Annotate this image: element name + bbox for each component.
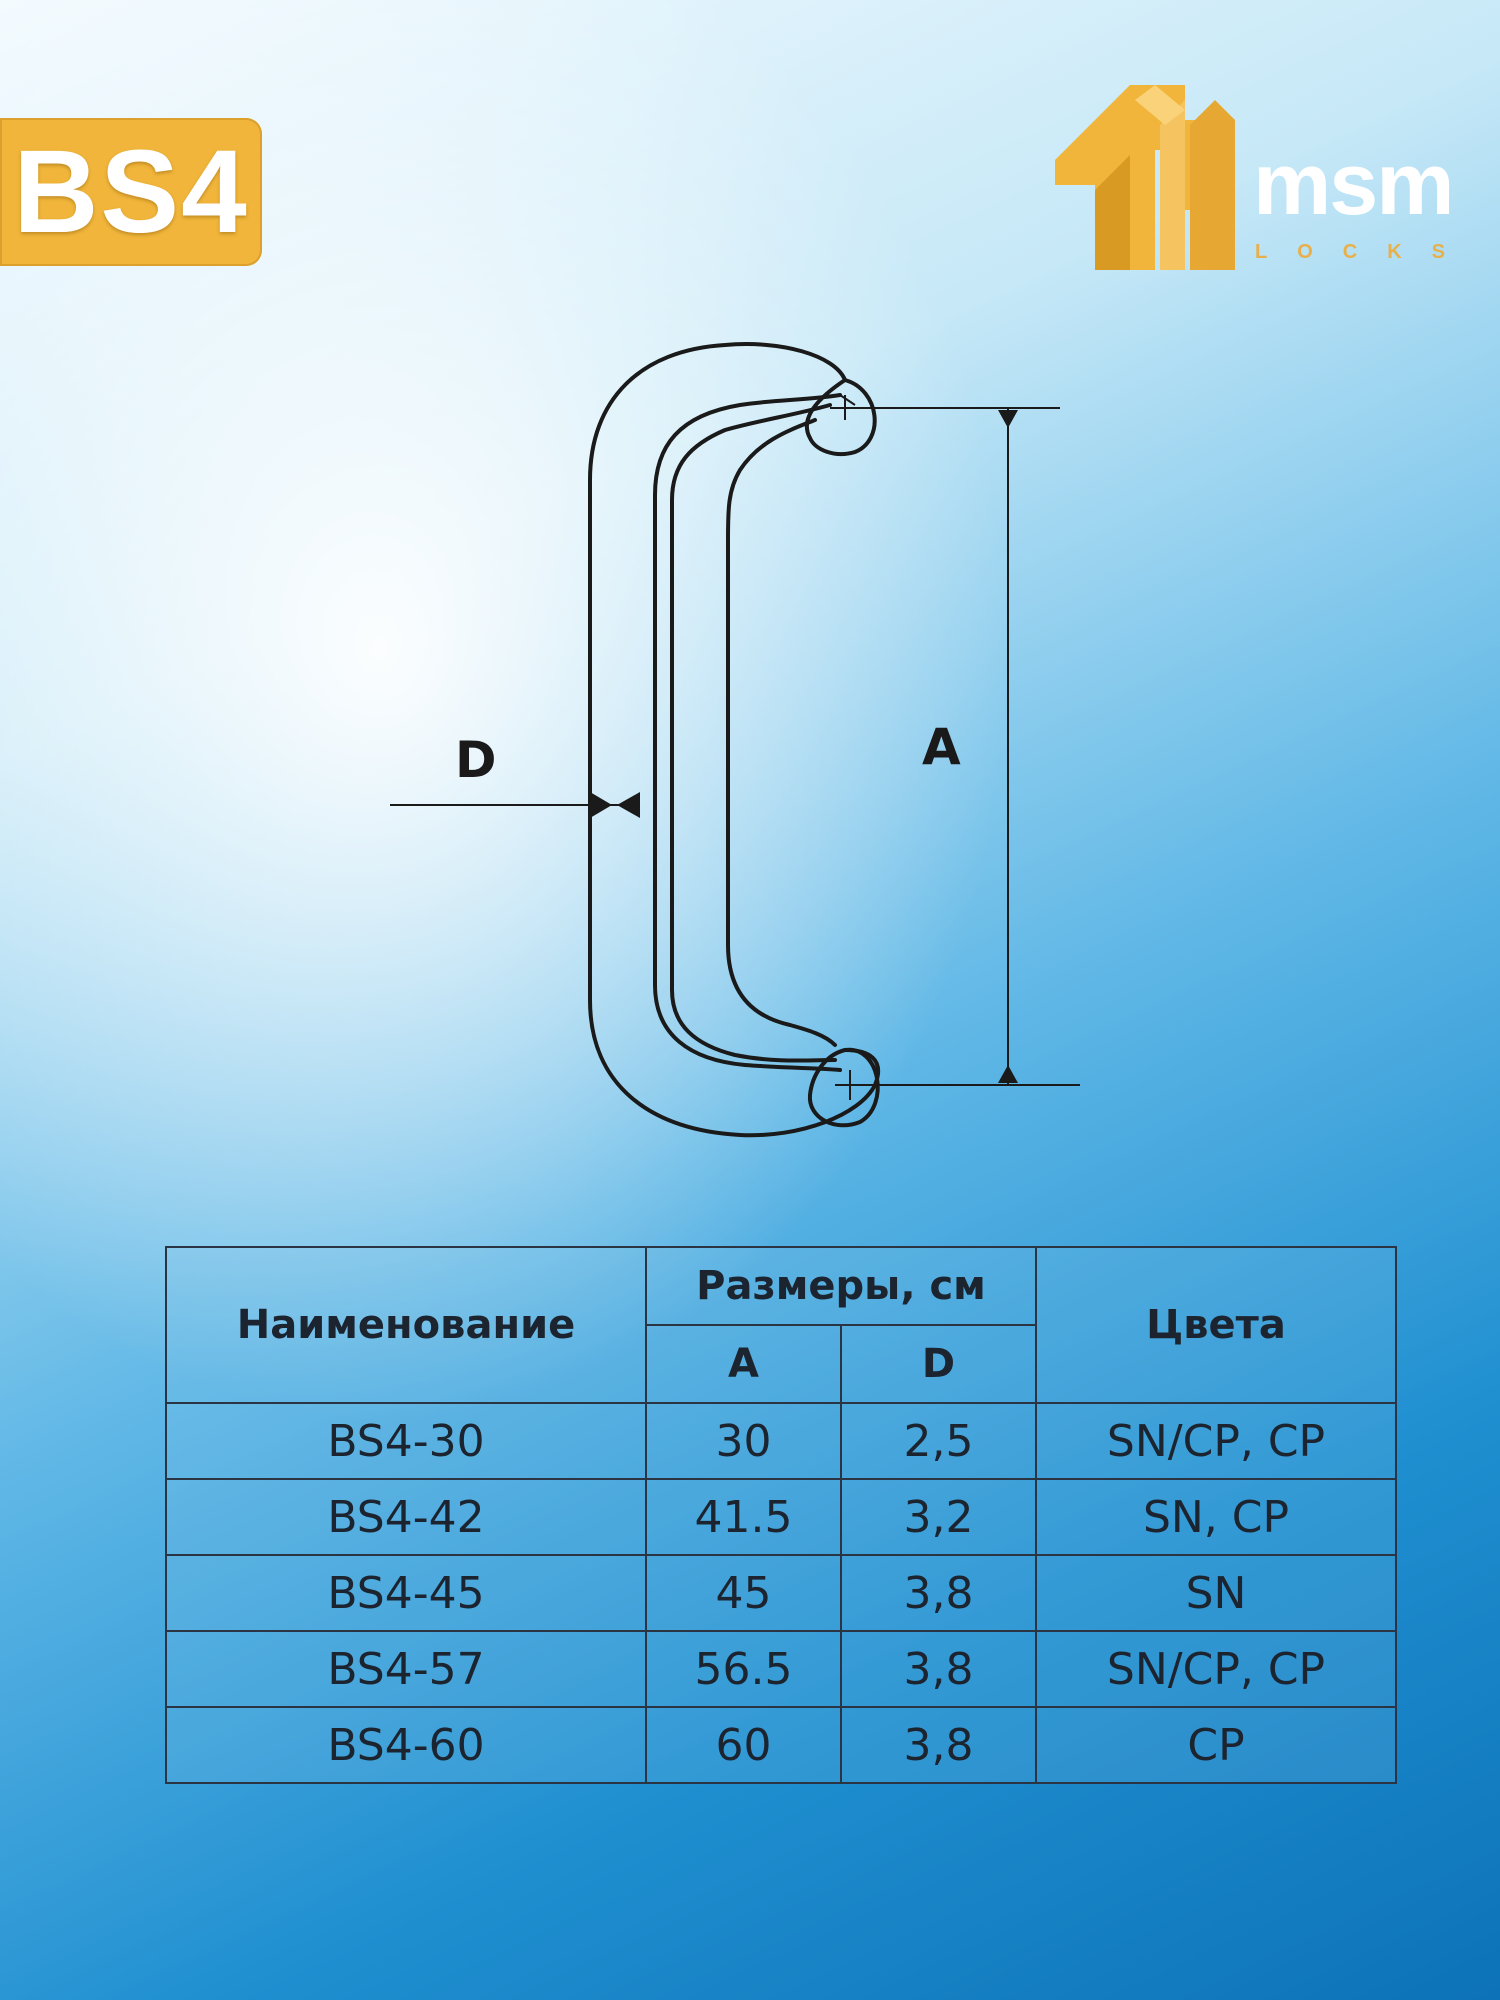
handle-inner-outline-2: [672, 405, 835, 1061]
dim-label-a: A: [922, 718, 961, 776]
table-row: [166, 1707, 1396, 1783]
cell-name: BS4-45: [166, 1555, 646, 1631]
cell-colors: SN/CP, CP: [1036, 1403, 1396, 1479]
dim-d-left-arrow: [590, 792, 612, 818]
cell-name: BS4-57: [166, 1631, 646, 1707]
cell-a: 45: [646, 1555, 841, 1631]
brand-name: msm: [1253, 134, 1453, 233]
table-row: [166, 1479, 1396, 1555]
header-colors: Цвета: [1036, 1247, 1396, 1403]
cell-name: BS4-60: [166, 1707, 646, 1783]
spec-table: [165, 1246, 1397, 1784]
cell-name: BS4-42: [166, 1479, 646, 1555]
cell-colors: SN: [1036, 1555, 1396, 1631]
cell-d: 3,8: [841, 1555, 1036, 1631]
cell-a: 41.5: [646, 1479, 841, 1555]
dim-d-right-arrow: [617, 792, 640, 818]
table-row: [166, 1555, 1396, 1631]
handle-inner-outline-1: [655, 395, 840, 1070]
cell-a: 60: [646, 1707, 841, 1783]
model-badge-text: BS4: [13, 126, 249, 258]
header-name: Наименование: [166, 1247, 646, 1403]
cell-d: 3,8: [841, 1707, 1036, 1783]
dim-a-top-arrow: [998, 410, 1018, 428]
handle-outer-outline: [590, 344, 878, 1135]
table-row: [166, 1631, 1396, 1707]
cell-a: 30: [646, 1403, 841, 1479]
header-dimensions: Размеры, см: [646, 1247, 1036, 1325]
cell-d: 2,5: [841, 1403, 1036, 1479]
cell-colors: CP: [1036, 1707, 1396, 1783]
cell-d: 3,8: [841, 1631, 1036, 1707]
table-row: [166, 1403, 1396, 1479]
top-end-cap: [807, 380, 875, 454]
dim-a-bottom-arrow: [998, 1065, 1018, 1083]
cell-colors: SN/CP, CP: [1036, 1631, 1396, 1707]
header-d: D: [841, 1325, 1036, 1403]
brand-subtitle: LOCKS: [1255, 241, 1475, 263]
cell-a: 56.5: [646, 1631, 841, 1707]
dim-label-d: D: [455, 731, 497, 789]
header-a: A: [646, 1325, 841, 1403]
cell-colors: SN, CP: [1036, 1479, 1396, 1555]
cell-d: 3,2: [841, 1479, 1036, 1555]
handle-inner-outline-3: [728, 420, 835, 1045]
cell-name: BS4-30: [166, 1403, 646, 1479]
